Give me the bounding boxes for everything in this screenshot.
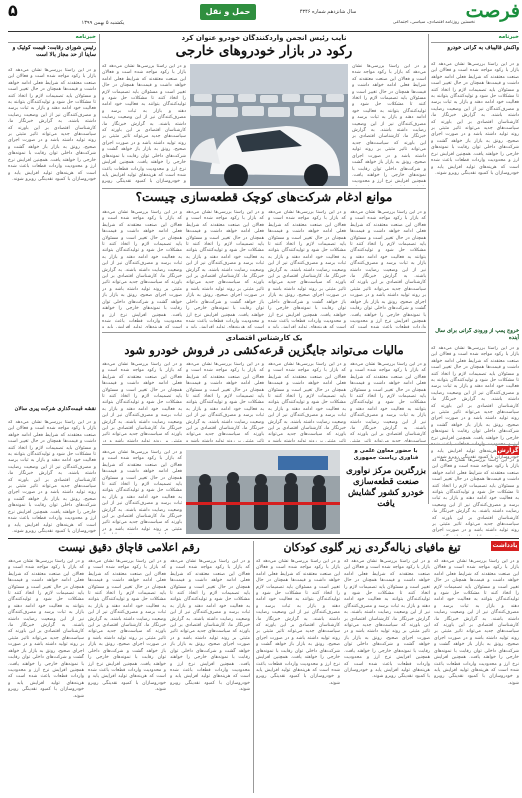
sidebar-headline: رئیس شورای رقابت: قیمت کوئیک و ساینا از حد مجاز بالا است [12, 45, 96, 58]
article-kicker: یک کارشناس اقتصادی [225, 334, 303, 342]
article-body [344, 559, 430, 793]
article-headline: بزرگترین مرکز نوآوری صنعت قطعه‌سازی خودرو کشور گشایش یافت [345, 466, 427, 509]
sidebar-headline: واکنش قالیباف به گرانی خودرو [447, 45, 519, 51]
ribbon-cutting-photo [186, 450, 340, 534]
article-bottom-right [256, 541, 519, 793]
sidebar-headline: خروج پمپ از ورودی گرانی برای سال آینده [435, 328, 519, 341]
date-line: یکشنبه ۵ بهمن ۱۳۹۹ [81, 20, 125, 26]
article-bottom-left [8, 541, 250, 793]
article-kicker: نایب رئیس انجمن واردکنندگان خودرو عنوان کرد [181, 34, 347, 42]
article-body [350, 362, 426, 442]
article-body [268, 362, 346, 442]
headline-box [344, 448, 428, 534]
sidebar-label: خبرنامه [75, 34, 96, 40]
article-body [102, 64, 186, 186]
article-body [88, 559, 166, 793]
article-body [268, 210, 346, 328]
right-sidebar [431, 34, 519, 504]
article-body [434, 559, 519, 793]
page-number: ۵ [8, 1, 18, 20]
article-body [350, 210, 426, 328]
article-headline: تیغ مافیای زباله‌گردی زیر گلوی کودکان [283, 541, 461, 554]
article-body [186, 362, 264, 442]
article-kicker: با حضور معاون علمی و فناوری ریاست جمهوری [353, 448, 419, 461]
article-body [186, 210, 264, 328]
sidebar-body [8, 68, 96, 398]
article-headline: مالیات می‌تواند جایگزین قرعه‌کشی در فروش خودرو شود [124, 343, 404, 357]
left-sidebar [8, 34, 96, 536]
article-body [432, 458, 519, 536]
article-merge [102, 190, 426, 330]
article-body [102, 450, 182, 534]
article-body [102, 362, 182, 442]
section-title: حمل و نقل [200, 4, 256, 20]
article-main [102, 34, 426, 186]
report-tag: گزارش [497, 447, 519, 454]
cars-photo [190, 64, 348, 186]
article-body [170, 559, 250, 793]
article-body [256, 559, 340, 793]
sidebar-headline: نقشه قیمت‌گذاری شرکت پیری سالان [14, 406, 96, 412]
article-fair [102, 446, 519, 536]
sidebar-body [431, 62, 519, 322]
article-body [102, 210, 182, 328]
sidebar-body [8, 420, 96, 536]
sidebar-label: خبرنامه [498, 34, 519, 40]
issue-line: سال شانزدهم شماره ۴۳۴۶ [299, 9, 357, 15]
article-tax [102, 334, 426, 442]
article-body [352, 64, 426, 186]
article-body [8, 559, 84, 793]
newspaper-logo: فرصت [465, 0, 520, 22]
masthead-rule [8, 31, 518, 32]
masthead [0, 0, 522, 32]
article-headline: موانع ادغام شرکت‌های کوچک قطعه‌سازی چیست؟ [135, 190, 393, 204]
note-tag: یادداشت [492, 542, 518, 549]
article-headline: رقم اعلامی قاچاق دقیق نیست [58, 541, 200, 554]
article-headline: رکود در بازار خودروهای خارجی [175, 43, 353, 59]
tagline: نخستین روزنامه اقتصادی، سیاسی، اجتماعی [392, 20, 475, 25]
